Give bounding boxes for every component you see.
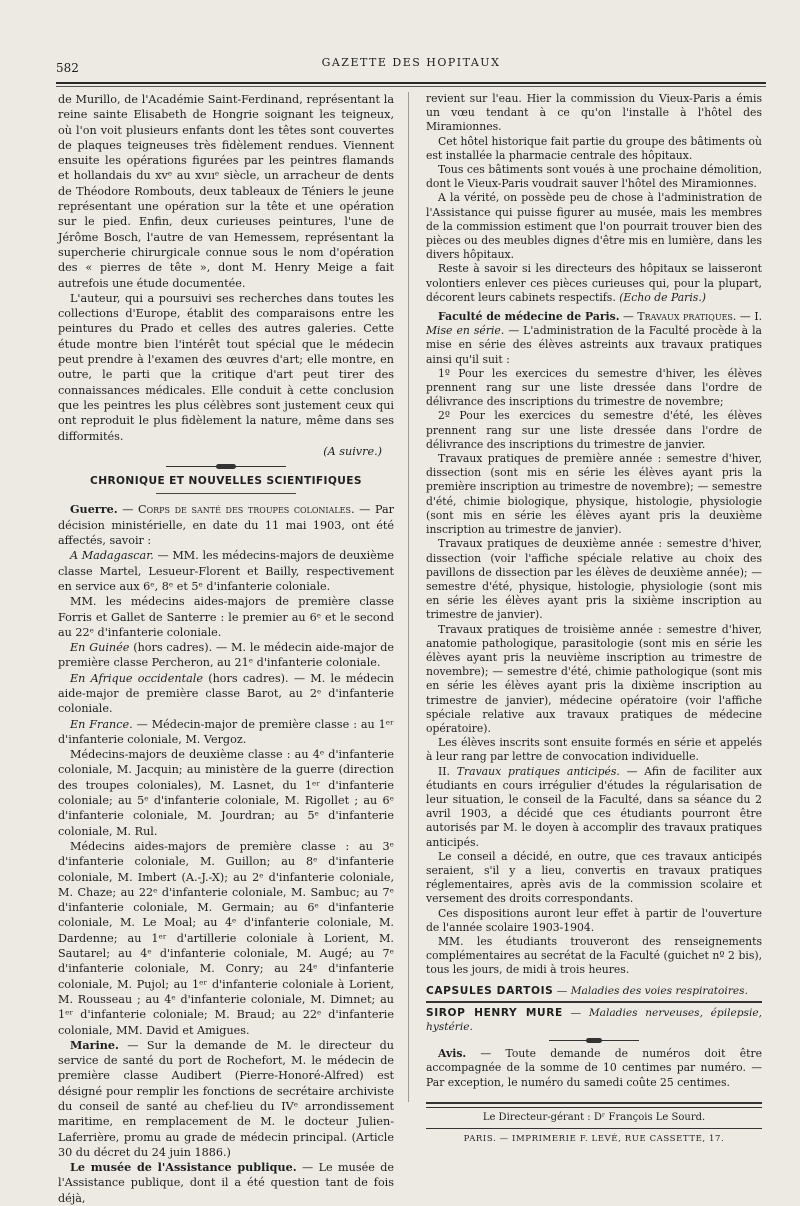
journal-title: GAZETTE DES HOPITAUX <box>321 56 501 69</box>
column-separator <box>408 92 409 1102</box>
ad-rule <box>426 1001 762 1003</box>
manager-line: Le Directeur-gérant : Dʳ François Le Sourd. <box>482 1111 706 1123</box>
news-text: (hors cadres). — M. le médecin aide-major de première classe Percheron, au 21ᵉ d'infanterie coloniale. <box>58 641 394 670</box>
news-item <box>58 1160 394 1206</box>
ornament-divider <box>549 1040 639 1041</box>
news-text: (hors cadres). — M. le médecin aide-major de première classe Barot, au 2ᵉ d'infanterie coloniale. <box>58 671 394 716</box>
article-paragraph <box>426 765 762 850</box>
news-label: Faculté de médecine de Paris. <box>438 310 620 324</box>
article-paragraph: Ces dispositions auront leur effet à partir de l'ouverture de l'année scolaire 1903-1904. <box>426 906 762 934</box>
news-label: A Madagascar. <box>70 549 154 563</box>
right-column <box>426 92 762 1146</box>
item-number: II. <box>438 764 457 778</box>
news-label: Marine. <box>70 1037 119 1052</box>
ad-capsules <box>426 984 762 998</box>
news-item: Médecins aides-majors de première classe : au 3ᵉ d'infanterie coloniale, M. Guillon; au 8ᵉ d'infanterie coloniale, M. Imbert (A.-J.-X); au 2ᵉ d'infanterie coloniale, M. Chaze; au 22ᵉ d'infanterie coloniale, M. Sambuc; au 7ᵉ d'infanterie coloniale, M. Germain; au 6ᵉ d'infanterie coloniale, M. Le Moal; au 4ᵉ d'infanterie coloniale, M. Dardenne; au 1ᵉʳ d'artillerie coloniale à Lorient, M. Sautarel; au 4ᵉ d'infanterie coloniale, M. Augé; au 7ᵉ d'infanterie coloniale, M. Conry; au 24ᵉ d'infanterie coloniale, M. Pujol; au 1ᵉʳ d'infanterie coloniale à Lorient, M. Rousseau ; au 4ᵉ d'infanterie coloniale, M. Dimnet; au 1ᵉʳ d'infanterie coloniale; M. Braud; au 22ᵉ d'infanterie coloniale, MM. David et Amigues. <box>58 839 394 1037</box>
news-label: En France. <box>70 717 133 731</box>
advertisements <box>426 984 762 1042</box>
printer-line: PARIS. — IMPRIMERIE F. LEVÉ, RUE CASSETTE, 17. <box>463 1134 725 1145</box>
news-label: Guerre. <box>70 502 118 517</box>
article-paragraph: Cet hôtel historique fait partie du groupe des bâtiments où est installée la pharmacie centrale des hôpitaux. <box>426 134 762 162</box>
footer-rule <box>426 1128 762 1129</box>
paragraph-text: Reste à savoir si les directeurs des hôpitaux se laisseront volontiers enlever ces pièces curieuses qui, pour la plupart, décorent leurs cabinets respectifs. <box>426 262 762 304</box>
news-item <box>58 640 394 671</box>
source-citation: (Echo de Paris.) <box>619 290 706 304</box>
article-paragraph: Travaux pratiques de première année : semestre d'hiver, dissection (sont mis en série les élèves ayant pris la première inscription au trimestre de novembre); — semestre d'été, chimie biologique, physique, histologie, physiologie (sont mis en série les élèves ayant pris la deuxième inscription au trimestre de janvier). <box>426 452 762 537</box>
ad-text: — Maladies des voies respiratoires. <box>553 984 748 997</box>
article-paragraph: L'auteur, qui a poursuivi ses recherches dans toutes les collections d'Europe, établit des comparaisons entre les peintures du Prado et celles des autres galeries. Cette étude montre bien l'intérêt tout spécial que le médecin peut prendre à l'examen des œuvres d'art; elle montre, en outre, le parti que la critique d'art peut tirer des connaissances médicales. Elle conduit à cette conclusion que les peintres les plus célèbres sont justement ceux qui ont reproduit le plus fidèlement la nature, même dans ses difformités. <box>58 291 394 443</box>
news-item: Faculté de médecine de Paris. — Travaux pratiques. — I. Mise en série. — L'administration de la Faculté procède à la mise en série des élèves astreints aux travaux pratiques ainsi qu'il suit : <box>426 310 763 366</box>
news-text: — L'administration de la Faculté procède à la mise en série des élèves astreints aux travaux pratiques ainsi qu'il suit : <box>426 324 762 366</box>
news-label: En Afrique occidentale <box>70 671 203 685</box>
section-title: CHRONIQUE ET NOUVELLES SCIENTIFIQUES <box>90 475 362 488</box>
article-paragraph: Tous ces bâtiments sont voués à une prochaine démolition, dont le Vieux-Paris voudrait sauver l'hôtel des Miramionnes. <box>426 163 762 191</box>
news-sublabel: Travaux pratiques. <box>637 310 737 324</box>
news-item <box>58 1038 394 1160</box>
news-item: MM. les médecins aides-majors de première classe Forris et Gallet de Santerre : le premier au 6ᵉ et le second au 22ᵉ d'infanterie coloniale. <box>58 595 394 639</box>
ornament-divider <box>166 466 286 467</box>
article-paragraph: Les élèves inscrits sont ensuite formés en série et appelés à leur rang par lettre de convocation individuelle. <box>426 736 762 764</box>
item-label: Mise en série. <box>426 324 505 338</box>
notice <box>426 1047 762 1090</box>
to-be-continued: (A suivre.) <box>323 444 382 458</box>
page-header <box>56 52 766 82</box>
article-paragraph: A la vérité, on possède peu de chose à l'administration de l'Assistance qui puisse figurer au musée, mais les membres de la commission estiment que l'on pourrait trouver bien des pièces ou des meubles dignes d'être mis en lumière, dans les divers hôpitaux. <box>426 191 762 262</box>
paragraph-text: — Afin de faciliter aux étudiants en cours irrégulier d'études la régularisation de leur situation, le conseil de la Faculté, dans sa séance du 2 avril 1903, a décidé que ces étudiants pourront être autorisés par M. le doyen à accomplir des travaux pratiques anticipés. <box>426 764 762 849</box>
article-paragraph: 1º Pour les exercices du semestre d'hiver, les élèves prennent rang sur une liste dressée dans l'ordre de délivrance des inscriptions du trimestre de novembre; <box>426 366 762 409</box>
news-label: En Guinée <box>70 641 130 655</box>
item-label: Travaux pratiques anticipés. <box>456 764 620 778</box>
article-paragraph: Travaux pratiques de troisième année : semestre d'hiver, anatomie pathologique, parasitologie (sont mis en série les élèves ayant pris la neuvième inscription au trimestre de novembre); — semestre d'été, chimie pathologique (sont mis en série les élèves ayant pris la dixième inscription au trimestre de janvier), médecine opératoire (voir l'affiche spéciale relative aux travaux pratiques de médecine opératoire). <box>426 622 762 735</box>
news-item <box>58 671 394 717</box>
news-item: Guerre. — Corps de santé des troupes coloniales. — Par décision ministérielle, en date du 11 mai 1903, ont été affectés, savoir : <box>58 502 395 548</box>
left-column <box>58 92 394 1206</box>
news-text: — Médecin-major de première classe : au 1ᵉʳ d'infanterie coloniale, M. Vergoz. <box>58 717 394 746</box>
imprint <box>426 1102 762 1146</box>
footer-rule <box>426 1102 762 1104</box>
news-item <box>58 548 394 594</box>
header-rule <box>56 82 766 84</box>
item-number: I. <box>754 310 763 324</box>
page-number: 582 <box>56 61 79 75</box>
footer-rule-thin <box>426 1107 762 1108</box>
section-rule <box>156 493 296 494</box>
news-label: Le musée de l'Assistance publique. <box>70 1160 297 1175</box>
ad-brand: CAPSULES DARTOIS <box>426 984 554 997</box>
article-paragraph: Travaux pratiques de deuxième année : semestre d'hiver, dissection (voir l'affiche spéciale relative au choix des pavillons de dissection par les élèves de deuxième année); — semestre d'été, physique, histologie, physiologie (sont mis en série les élèves ayant pris la sixième inscription au trimestre de janvier). <box>426 537 762 622</box>
ad-brand: SIROP HENRY MURE <box>426 1006 563 1019</box>
news-text: — Le musée de l'Assistance publique, dont il a été question tant de fois déjà, <box>58 1161 394 1205</box>
article-paragraph: 2º Pour les exercices du semestre d'été, les élèves prennent rang sur une liste dressée dans l'ordre de délivrance des inscriptions du trimestre de janvier. <box>426 409 762 451</box>
article-paragraph: Le conseil a décidé, en outre, que ces travaux anticipés seraient, s'il y a lieu, convertis en travaux pratiques réglementaires, après avis de la commission scolaire et versement des droits correspondants. <box>426 849 762 906</box>
article-paragraph: MM. les étudiants trouveront des renseignements complémentaires au secrétat de la Faculté (guichet nº 2 bis), tous les jours, de midi à trois heures. <box>426 934 762 977</box>
header-rule-thin <box>56 86 766 87</box>
news-text: — Sur la demande de M. le directeur du service de santé du port de Rochefort, M. le médecin de première classe Audibert (Pierre-Honoré-Alfred) est désigné pour remplir les fonctions de secrétaire archiviste du conseil de santé au chef-lieu du IVᵉ arrondissement maritime, en remplacement de M. le docteur Julien-Laferrière, promu au grade de médecin principal. (Article 30 du décret du 24 juin 1886.) <box>58 1038 394 1159</box>
notice-label: Avis. <box>438 1047 467 1061</box>
news-text: — Par décision ministérielle, en date du 11 mai 1903, ont été affectés, savoir : <box>58 503 395 548</box>
news-sublabel: Corps de santé des troupes coloniales. <box>138 503 355 517</box>
ad-text: — Maladies nerveuses, épilepsie, hystérie. <box>426 1006 762 1033</box>
news-item: Médecins-majors de deuxième classe : au 4ᵉ d'infanterie coloniale, M. Jacquin; au ministère de la guerre (direction des troupes coloniales), M. Lasnet, du 1ᵉʳ d'infanterie coloniale; au 5ᵉ d'infanterie coloniale, M. Rigollet ; au 6ᵉ d'infanterie coloniale, M. Jourdran; au 5ᵉ d'infanterie coloniale, M. Rul. <box>58 748 394 838</box>
article-paragraph: de Murillo, de l'Académie Saint-Ferdinand, représentant la reine sainte Elisabeth de Hongrie soignant les teigneux, où l'on voit plusieurs enfants dont les têtes sont couvertes de plaques teigneuses très fidèlement rendues. Viennent ensuite les opérations figurées par les peintres flamands et hollandais du xvᵉ au xvııᵉ siècle, un arracheur de dents de Théodore Rombouts, deux tableaux de Téniers le jeune représentant une opération sur la tête et une opération sur le pied. Enfin, deux curieuses peintures, l'une de Jérôme Bosch, l'autre de van Hemessem, représentant la supercherie chirurgicale connue sous le nom d'opération des « pierres de tête », dont M. Henry Meige a fait autrefois une étude documentée. <box>58 93 394 290</box>
ad-sirop <box>426 1006 762 1034</box>
article-paragraph <box>426 262 762 305</box>
article-paragraph: revient sur l'eau. Hier la commission du Vieux-Paris a émis un vœu tendant à ce qu'on l'installe à l'hôtel des Miramionnes. <box>426 92 762 134</box>
news-item <box>58 717 394 748</box>
news-text: — MM. les médecins-majors de deuxième classe Martel, Lesueur-Florent et Bailly, respectivement en service aux 6ᵉ, 8ᵉ et 5ᵉ d'infanterie coloniale. <box>58 549 395 593</box>
notice-text: — Toute demande de numéros doit être accompagnée de la somme de 10 centimes par numéro. — Par exception, le numéro du samedi coûte 25 centimes. <box>426 1047 762 1089</box>
